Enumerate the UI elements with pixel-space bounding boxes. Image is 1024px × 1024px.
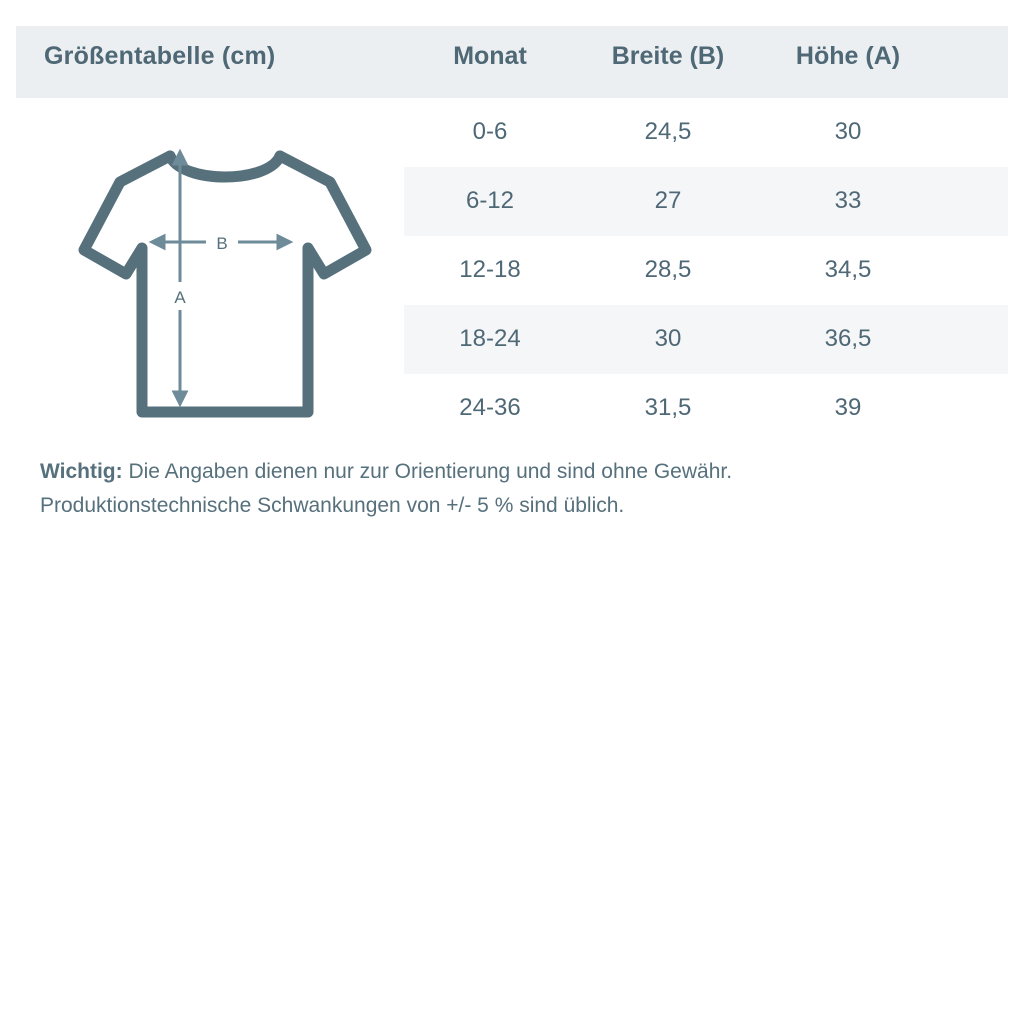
cell-breite: 28,5: [644, 256, 692, 283]
tshirt-diagram: [60, 130, 390, 430]
cell-breite: 24,5: [644, 118, 692, 145]
disclaimer-label: Wichtig:: [40, 460, 123, 483]
table-row: [404, 167, 1008, 236]
page-title: Größentabelle (cm): [44, 42, 276, 70]
cell-monat: 0-6: [472, 118, 508, 145]
disclaimer-line-2: Produktionstechnische Schwankungen von +/- 5 % sind üblich.: [40, 494, 625, 517]
cell-hoehe: 33: [834, 187, 862, 214]
column-header-breite: Breite (B): [611, 42, 725, 70]
cell-hoehe: 36,5: [824, 325, 872, 352]
column-header-monat: Monat: [453, 42, 527, 70]
cell-hoehe: 34,5: [824, 256, 872, 283]
column-header-hoehe: Höhe (A): [795, 42, 901, 70]
cell-breite: 31,5: [644, 394, 692, 421]
table-row: [404, 236, 1008, 305]
disclaimer-line-1: Die Angaben dienen nur zur Orientierung und sind ohne Gewähr.: [122, 460, 733, 483]
diagram-width-label: B: [216, 234, 228, 253]
cell-monat: 24-36: [459, 394, 521, 421]
cell-monat: 18-24: [459, 325, 521, 352]
cell-breite: 27: [654, 187, 682, 214]
table-row: [404, 305, 1008, 374]
cell-hoehe: 30: [834, 118, 862, 145]
cell-hoehe: 39: [834, 394, 862, 421]
diagram-height-label: A: [174, 288, 186, 307]
cell-monat: 6-12: [465, 187, 515, 214]
cell-monat: 12-18: [459, 256, 521, 283]
disclaimer-note: [40, 455, 990, 523]
table-row: [404, 374, 1008, 443]
cell-breite: 30: [654, 325, 682, 352]
table-row: [404, 98, 1008, 167]
